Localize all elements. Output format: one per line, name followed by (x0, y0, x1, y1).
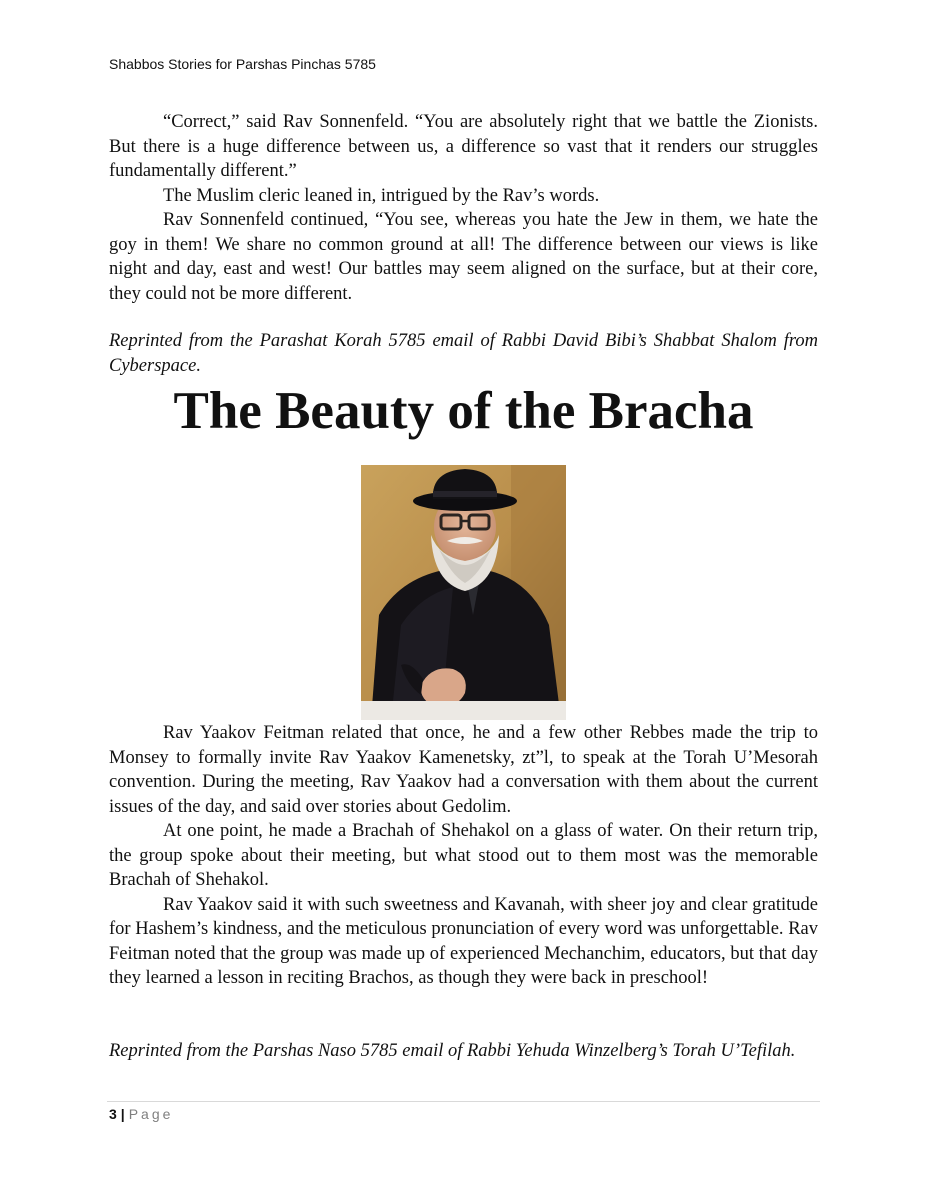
paragraph: “Correct,” said Rav Sonnenfeld. “You are absolutely right that we battle the Zionists. But there is a huge difference between us, a difference so vast that it renders our struggles fundamentally different.” (109, 112, 818, 181)
reprint-credit: Reprinted from the Parshas Naso 5785 email of Rabbi Yehuda Winzelberg’s Torah U’Tefilah. (109, 1041, 796, 1061)
page-label: Page (128, 1106, 174, 1122)
paragraph: At one point, he made a Brachah of Shehakol on a glass of water. On their return trip, the group spoke about their meeting, but what stood out to them most was the memorable Brachah of Shehakol. (109, 821, 818, 890)
rabbi-portrait-photo (361, 465, 566, 720)
paragraph: Rav Yaakov said it with such sweetness and Kavanah, with sheer joy and clear gratitude for Hashem’s kindness, and the meticulous pronunciation of every word was unforgettable. Rav Feitman noted that the group was made up of experienced Mechanchim, educators, but that day they learned a lesson in reciting Brachos, as though they were back in preschool! (109, 894, 818, 988)
reprint-credit: Reprinted from the Parashat Korah 5785 email of Rabbi David Bibi’s Shabbat Shalom from Cyberspace. (109, 331, 818, 376)
footer-divider (107, 1101, 820, 1102)
paragraph: Rav Sonnenfeld continued, “You see, whereas you hate the Jew in them, we hate the goy in them! We share no common ground at all! The difference between our views is like night and day, east and west! Our battles may seem aligned on the surface, but at their core, they could not be more different. (109, 210, 818, 304)
paragraph: The Muslim cleric leaned in, intrigued by the Rav’s words. (163, 185, 600, 206)
story-continuation (109, 110, 818, 306)
story-title: The Beauty of the Bracha (173, 382, 754, 440)
page-number: 3 (109, 1106, 117, 1122)
page-footer (109, 1106, 173, 1122)
paragraph: Rav Yaakov Feitman related that once, he and a few other Rebbes made the trip to Monsey to formally invite Rav Yaakov Kamenetsky, zt”l, to speak at the Torah U’Mesorah convention. During the meeting, Rav Yaakov had a conversation with them about the current issues of the day, and said over stories about Gedolim. (109, 723, 818, 817)
running-header: Shabbos Stories for Parshas Pinchas 5785 (109, 56, 376, 72)
story-body (109, 721, 818, 991)
footer-separator: | (120, 1106, 125, 1122)
